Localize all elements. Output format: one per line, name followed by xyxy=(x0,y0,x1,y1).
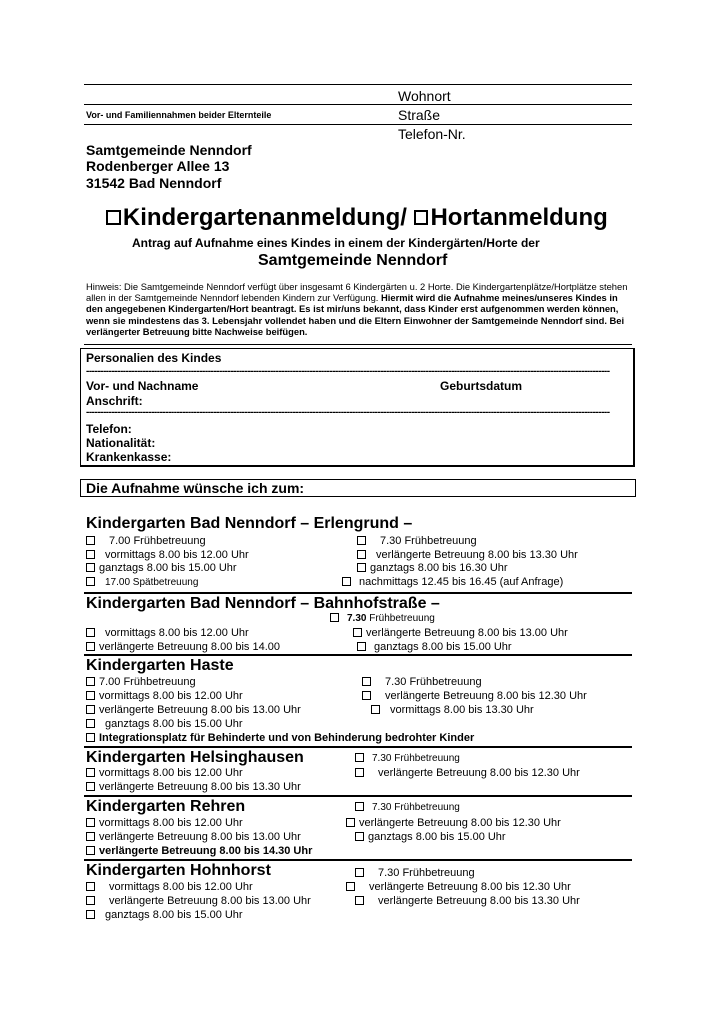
address-line-3: 31542 Bad Nenndorf xyxy=(86,175,222,191)
wohnort-label: Wohnort xyxy=(398,88,451,104)
checkbox-icon[interactable] xyxy=(357,550,366,559)
haste-option-3: vormittags 8.00 bis 12.00 Uhr xyxy=(86,690,243,702)
checkbox-icon[interactable] xyxy=(86,719,95,728)
checkbox-icon[interactable] xyxy=(86,733,95,742)
subtitle: Antrag auf Aufnahme eines Kindes in einem der Kindergärten/Horte der xyxy=(132,236,540,250)
erlengrund-title: Kindergarten Bad Nenndorf – Erlengrund – xyxy=(86,515,413,532)
checkbox-icon[interactable] xyxy=(86,768,95,777)
rehren-option-6: verlängerte Betreuung 8.00 bis 14.30 Uhr xyxy=(86,845,312,857)
bahnhof-title: Kindergarten Bad Nenndorf – Bahnhofstraße – xyxy=(86,595,440,612)
geburtsdatum-label: Geburtsdatum xyxy=(440,379,523,393)
helsing-option-3: verlängerte Betreuung 8.00 bis 12.30 Uhr xyxy=(355,767,580,779)
haste-option-6: vormittags 8.00 bis 13.30 Uhr xyxy=(371,704,534,716)
name-label: Vor- und Nachname xyxy=(86,379,199,393)
checkbox-icon[interactable] xyxy=(355,868,364,877)
section-divider xyxy=(84,746,632,748)
section-divider xyxy=(84,592,632,594)
hohnhorst-title: Kindergarten Hohnhorst xyxy=(86,862,271,879)
checkbox-icon[interactable] xyxy=(353,628,362,637)
telefon-field-label: Telefon: xyxy=(86,422,132,436)
bahnhof-option-4: verlängerte Betreuung 8.00 bis 14.00 xyxy=(86,641,280,653)
checkbox-icon[interactable] xyxy=(86,782,95,791)
helsing-title: Kindergarten Helsinghausen xyxy=(86,749,304,766)
checkbox-icon[interactable] xyxy=(357,536,366,545)
bahnhof-option-2: vormittags 8.00 bis 12.00 Uhr xyxy=(86,627,249,639)
helsing-option-1: 7.30 Frühbetreuung xyxy=(355,753,460,764)
rehren-title: Kindergarten Rehren xyxy=(86,798,246,815)
personalien-heading: Personalien des Kindes xyxy=(86,351,222,365)
checkbox-icon[interactable] xyxy=(86,550,95,559)
haste-option-5: verlängerte Betreuung 8.00 bis 13.00 Uhr xyxy=(86,704,301,716)
erlengrund-option-8: nachmittags 12.45 bis 16.45 (auf Anfrage) xyxy=(342,576,563,588)
checkbox-icon[interactable] xyxy=(330,613,339,622)
haste-option-1: 7.00 Frühbetreuung xyxy=(86,676,196,688)
checkbox-icon[interactable] xyxy=(355,802,364,811)
helsing-option-4: verlängerte Betreuung 8.00 bis 13.30 Uhr xyxy=(86,781,301,793)
rehren-option-2: vormittags 8.00 bis 12.00 Uhr xyxy=(86,817,243,829)
haste-option-8: Integrationsplatz für Behinderte und von Behinderung bedrohter Kinder xyxy=(86,732,474,744)
erlengrund-option-2: 7.30 Frühbetreuung xyxy=(357,535,477,547)
haste-option-4: verlängerte Betreuung 8.00 bis 12.30 Uhr xyxy=(362,690,587,702)
rehren-option-5: ganztags 8.00 bis 15.00 Uhr xyxy=(355,831,506,843)
hohnhorst-option-4: verlängerte Betreuung 8.00 bis 13.00 Uhr xyxy=(86,895,311,907)
personalien-dashes-2: ----------------------------------------------------------------------------------------------------------------------------------------------------------------------------------------- xyxy=(86,408,610,418)
haste-option-2: 7.30 Frühbetreuung xyxy=(362,676,482,688)
checkbox-icon[interactable] xyxy=(86,536,95,545)
personalien-dashes-1: ----------------------------------------------------------------------------------------------------------------------------------------------------------------------------------------- xyxy=(86,367,610,377)
bahnhof-option-5: ganztags 8.00 bis 15.00 Uhr xyxy=(357,641,512,653)
hohnhorst-option-2: vormittags 8.00 bis 12.00 Uhr xyxy=(86,881,253,893)
checkbox-icon[interactable] xyxy=(346,818,355,827)
strasse-label: Straße xyxy=(398,107,441,123)
section-divider xyxy=(84,654,632,656)
erlengrund-option-6: ganztags 8.00 bis 16.30 Uhr xyxy=(357,562,508,574)
checkbox-icon[interactable] xyxy=(86,910,95,919)
checkbox-icon[interactable] xyxy=(86,705,95,714)
helsing-option-2: vormittags 8.00 bis 12.00 Uhr xyxy=(86,767,243,779)
erlengrund-option-3: vormittags 8.00 bis 12.00 Uhr xyxy=(86,549,249,561)
hinweis-paragraph: Hinweis: Die Samtgemeinde Nenndorf verfügt über insgesamt 6 Kindergärten u. 2 Horte. Die Kindergartenplätze/Hortplätze stehen allen in der Samtgemeinde Nenndorf lebenden Kindern zur Verfügung. Hiermit wird die Aufnahme meines/unseres Kindes in den angegebenen Kindergarten/Hort beantragt. Es ist mir/uns bekannt, dass Kinder erst aufgenommen werden können, wenn sie mindestens das 3. Lebensjahr vollendet haben und die Eltern Einwohner der Samtgemeinde Nenndorf sind. Bei verlängerter Betreuung bitte Nachweise beifügen. xyxy=(86,281,628,337)
rehren-option-4: verlängerte Betreuung 8.00 bis 13.00 Uhr xyxy=(86,831,301,843)
checkbox-icon[interactable] xyxy=(355,753,364,762)
haste-option-7: ganztags 8.00 bis 15.00 Uhr xyxy=(86,718,243,730)
checkbox-icon[interactable] xyxy=(362,691,371,700)
checkbox-icon[interactable] xyxy=(371,705,380,714)
erlengrund-option-7: 17.00 Spätbetreuung xyxy=(86,576,198,588)
hohnhorst-option-3: verlängerte Betreuung 8.00 bis 12.30 Uhr xyxy=(346,881,571,893)
checkbox-icon[interactable] xyxy=(86,563,95,572)
checkbox-icon[interactable] xyxy=(86,846,95,855)
checkbox-icon[interactable] xyxy=(86,642,95,651)
bahnhof-option-3: verlängerte Betreuung 8.00 bis 13.00 Uhr xyxy=(353,627,568,639)
checkbox-icon[interactable] xyxy=(362,677,371,686)
rehren-option-3: verlängerte Betreuung 8.00 bis 12.30 Uhr xyxy=(346,817,561,829)
anschrift-label: Anschrift: xyxy=(86,394,143,408)
checkbox-icon[interactable] xyxy=(355,896,364,905)
section-divider xyxy=(84,859,632,861)
nationalitaet-label: Nationalität: xyxy=(86,436,156,450)
erlengrund-option-4: verlängerte Betreuung 8.00 bis 13.30 Uhr xyxy=(357,549,578,561)
hohnhorst-option-5: verlängerte Betreuung 8.00 bis 13.30 Uhr xyxy=(355,895,580,907)
address-line-2: Rodenberger Allee 13 xyxy=(86,158,230,174)
bahnhof-option-1: 7.30 Frühbetreuung xyxy=(330,613,435,624)
checkbox-kindergarten[interactable] xyxy=(106,210,121,225)
subtitle-2: Samtgemeinde Nenndorf xyxy=(258,252,448,269)
header-line-2 xyxy=(84,104,632,105)
checkbox-icon[interactable] xyxy=(86,691,95,700)
telefon-label: Telefon-Nr. xyxy=(398,126,466,142)
address-line-1: Samtgemeinde Nenndorf xyxy=(86,142,252,158)
header-line-3 xyxy=(84,124,632,125)
page-title: Kindergartenanmeldung/ Hortanmeldung xyxy=(106,204,608,232)
section-divider xyxy=(84,795,632,797)
checkbox-icon[interactable] xyxy=(86,896,95,905)
checkbox-hort[interactable] xyxy=(414,210,429,225)
checkbox-icon[interactable] xyxy=(357,563,366,572)
checkbox-icon[interactable] xyxy=(86,832,95,841)
krankenkasse-label: Krankenkasse: xyxy=(86,450,172,464)
parents-label: Vor- und Familiennahmen beider Elternteile xyxy=(86,110,272,120)
rehren-option-1: 7.30 Frühbetreuung xyxy=(355,802,460,813)
checkbox-icon[interactable] xyxy=(357,642,366,651)
checkbox-icon[interactable] xyxy=(86,677,95,686)
checkbox-icon[interactable] xyxy=(355,768,364,777)
header-line-top xyxy=(84,84,632,85)
checkbox-icon[interactable] xyxy=(86,577,95,586)
checkbox-icon[interactable] xyxy=(355,832,364,841)
checkbox-icon[interactable] xyxy=(346,882,355,891)
hohnhorst-option-6: ganztags 8.00 bis 15.00 Uhr xyxy=(86,909,243,921)
erlengrund-option-5: ganztags 8.00 bis 15.00 Uhr xyxy=(86,562,237,574)
checkbox-icon[interactable] xyxy=(86,882,95,891)
checkbox-icon[interactable] xyxy=(86,818,95,827)
hohnhorst-option-1: 7.30 Frühbetreuung xyxy=(355,867,475,879)
erlengrund-option-1: 7.00 Frühbetreuung xyxy=(86,535,206,547)
checkbox-icon[interactable] xyxy=(86,628,95,637)
checkbox-icon[interactable] xyxy=(342,577,351,586)
haste-title: Kindergarten Haste xyxy=(86,657,234,674)
hinweis-divider xyxy=(84,344,632,345)
aufnahme-label: Die Aufnahme wünsche ich zum: xyxy=(86,480,305,496)
